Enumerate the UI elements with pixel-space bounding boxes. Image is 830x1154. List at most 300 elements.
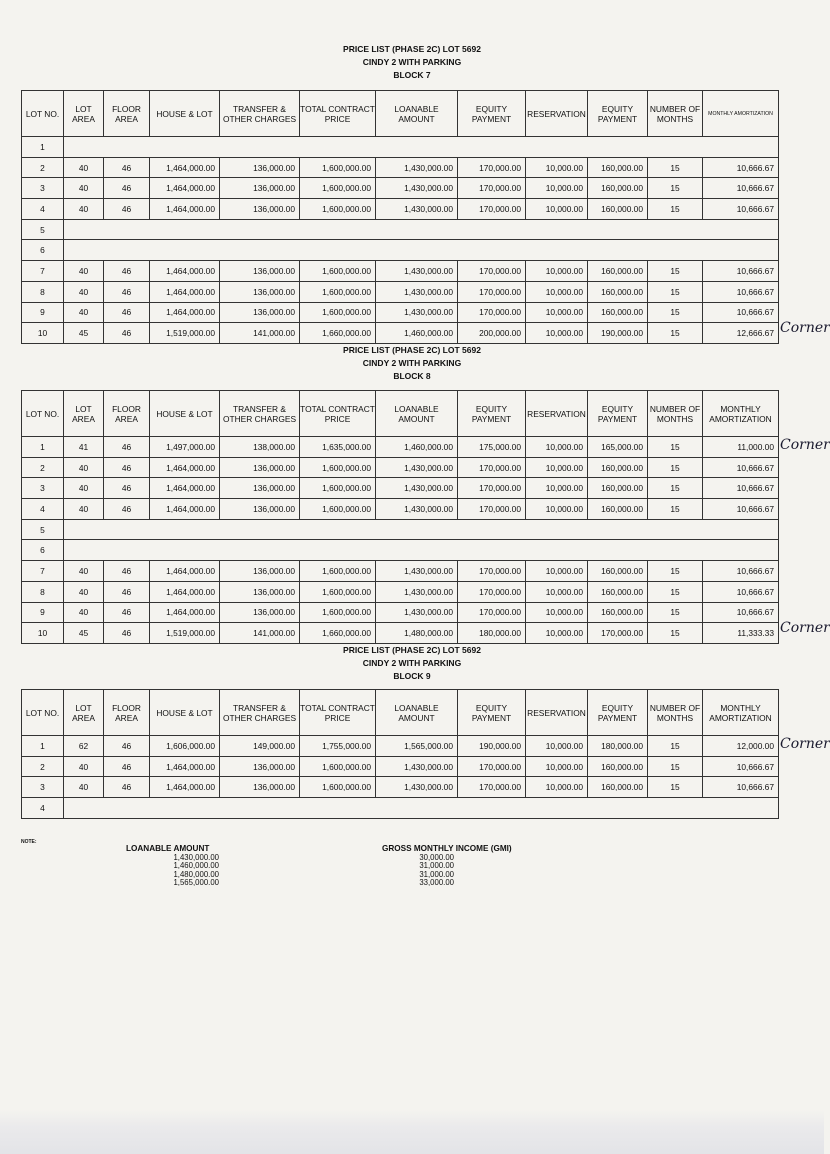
table-cell: 40: [64, 302, 104, 323]
table-cell: 62: [64, 736, 104, 757]
table-cell: 15: [648, 736, 703, 757]
table-cell: 160,000.00: [588, 478, 648, 499]
column-header: TOTAL CONTRACT PRICE: [300, 391, 376, 437]
table-row: [22, 540, 779, 561]
column-header: MONTHLY AMORTIZATION: [703, 391, 779, 437]
handwritten-note: Corner: [780, 437, 830, 453]
table-cell: 1,430,000.00: [376, 756, 458, 777]
table-cell: 160,000.00: [588, 157, 648, 178]
table-cell: 1,464,000.00: [150, 756, 220, 777]
loanable-amount-list-title: LOANABLE AMOUNT: [126, 844, 210, 853]
table-cell: 160,000.00: [588, 178, 648, 199]
lot-number-cell: 8: [22, 581, 64, 602]
lot-number-cell: 2: [22, 756, 64, 777]
lot-number-cell: 2: [22, 457, 64, 478]
column-header: TOTAL CONTRACT PRICE: [300, 690, 376, 736]
table-cell: 1,464,000.00: [150, 457, 220, 478]
loanable-amount-list-value: 1,480,000.00: [173, 869, 219, 879]
table-cell: 10,666.67: [703, 777, 779, 798]
lot-number-cell: 6: [22, 540, 64, 561]
table-row: [22, 777, 779, 798]
price-table: [21, 90, 779, 344]
table-cell: 40: [64, 581, 104, 602]
table-cell: 170,000.00: [458, 178, 526, 199]
table-cell: 15: [648, 261, 703, 282]
column-header: EQUITY PAYMENT: [588, 690, 648, 736]
column-header: MONTHLY AMORTIZATION: [703, 690, 779, 736]
table-cell: 136,000.00: [220, 281, 300, 302]
column-header: LOT NO.: [22, 391, 64, 437]
table-cell: 10,666.67: [703, 581, 779, 602]
table-cell: 170,000.00: [458, 499, 526, 520]
column-header: TRANSFER & OTHER CHARGES: [220, 91, 300, 137]
table-cell: 170,000.00: [458, 157, 526, 178]
table-row: [22, 602, 779, 623]
table-cell: 1,519,000.00: [150, 323, 220, 344]
table-cell: 160,000.00: [588, 756, 648, 777]
empty-cell: [64, 540, 779, 561]
table-row: [22, 199, 779, 220]
table-cell: 46: [104, 756, 150, 777]
table-cell: 41: [64, 437, 104, 458]
table-cell: 136,000.00: [220, 178, 300, 199]
table-cell: 10,000.00: [526, 736, 588, 757]
lot-number-cell: 1: [22, 437, 64, 458]
table-cell: 1,755,000.00: [300, 736, 376, 757]
table-cell: 46: [104, 261, 150, 282]
table-cell: 40: [64, 199, 104, 220]
column-header: LOT AREA: [64, 91, 104, 137]
table-cell: 160,000.00: [588, 457, 648, 478]
table-cell: 40: [64, 756, 104, 777]
column-header: NUMBER OF MONTHS: [648, 391, 703, 437]
table-cell: 15: [648, 499, 703, 520]
table-cell: 1,600,000.00: [300, 281, 376, 302]
table-cell: 136,000.00: [220, 199, 300, 220]
lot-number-cell: 4: [22, 199, 64, 220]
table-row: [22, 561, 779, 582]
gmi-list-value: 30,000.00: [419, 852, 454, 862]
table-cell: 1,464,000.00: [150, 499, 220, 520]
table-cell: 1,600,000.00: [300, 756, 376, 777]
table-cell: 10,666.67: [703, 478, 779, 499]
table-row: [22, 137, 779, 158]
table-cell: 1,430,000.00: [376, 581, 458, 602]
table-cell: 170,000.00: [458, 478, 526, 499]
table-cell: 136,000.00: [220, 157, 300, 178]
table-cell: 15: [648, 157, 703, 178]
table-cell: 46: [104, 437, 150, 458]
table-cell: 160,000.00: [588, 561, 648, 582]
table-cell: 40: [64, 281, 104, 302]
lot-number-cell: 1: [22, 736, 64, 757]
lot-number-cell: 3: [22, 777, 64, 798]
table-cell: 1,464,000.00: [150, 199, 220, 220]
header-row: [22, 391, 779, 437]
table-cell: 1,600,000.00: [300, 178, 376, 199]
table-cell: 1,460,000.00: [376, 437, 458, 458]
table-cell: 160,000.00: [588, 602, 648, 623]
table-cell: 1,430,000.00: [376, 261, 458, 282]
lot-number-cell: 3: [22, 478, 64, 499]
table-cell: 10,000.00: [526, 281, 588, 302]
table-cell: 45: [64, 323, 104, 344]
column-header: FLOOR AREA: [104, 91, 150, 137]
empty-cell: [64, 798, 779, 819]
table-cell: 10,000.00: [526, 602, 588, 623]
table-cell: 1,464,000.00: [150, 178, 220, 199]
table-cell: 15: [648, 623, 703, 644]
lot-number-cell: 9: [22, 602, 64, 623]
table-cell: 40: [64, 602, 104, 623]
column-header: FLOOR AREA: [104, 690, 150, 736]
lot-number-cell: 2: [22, 157, 64, 178]
table-cell: 170,000.00: [588, 623, 648, 644]
table-row: [22, 157, 779, 178]
column-header: FLOOR AREA: [104, 391, 150, 437]
table-cell: 136,000.00: [220, 261, 300, 282]
loanable-amount-list-value: 1,565,000.00: [173, 878, 219, 888]
column-header: EQUITY PAYMENT: [458, 690, 526, 736]
table-cell: 45: [64, 623, 104, 644]
table-row: [22, 323, 779, 344]
column-header: RESERVATION: [526, 91, 588, 137]
table-cell: 10,000.00: [526, 302, 588, 323]
table-cell: 10,000.00: [526, 561, 588, 582]
table-cell: 15: [648, 602, 703, 623]
column-header: LOANABLE AMOUNT: [376, 391, 458, 437]
table-cell: 10,000.00: [526, 756, 588, 777]
table-cell: 15: [648, 199, 703, 220]
table-cell: 46: [104, 323, 150, 344]
column-header: TOTAL CONTRACT PRICE: [300, 91, 376, 137]
column-header: LOANABLE AMOUNT: [376, 91, 458, 137]
table-cell: 10,666.67: [703, 261, 779, 282]
table-cell: 1,600,000.00: [300, 777, 376, 798]
table-cell: 46: [104, 457, 150, 478]
table-cell: 15: [648, 302, 703, 323]
block-title: PRICE LIST (PHASE 2C) LOT 5692: [343, 345, 481, 355]
table-cell: 1,480,000.00: [376, 623, 458, 644]
table-cell: 1,497,000.00: [150, 437, 220, 458]
column-header: HOUSE & LOT: [150, 690, 220, 736]
loanable-amount-list: [126, 845, 219, 888]
table-cell: 10,666.67: [703, 561, 779, 582]
table-row: [22, 261, 779, 282]
table-cell: 180,000.00: [588, 736, 648, 757]
loanable-amount-list-value: 1,460,000.00: [173, 861, 219, 871]
column-header: EQUITY PAYMENT: [588, 91, 648, 137]
table-cell: 180,000.00: [458, 623, 526, 644]
table-cell: 1,600,000.00: [300, 581, 376, 602]
table-row: [22, 736, 779, 757]
table-cell: 1,600,000.00: [300, 261, 376, 282]
table-cell: 15: [648, 437, 703, 458]
table-cell: 1,464,000.00: [150, 478, 220, 499]
table-cell: 46: [104, 581, 150, 602]
block-subtitle: CINDY 2 WITH PARKING: [362, 358, 462, 368]
column-header: HOUSE & LOT: [150, 391, 220, 437]
column-header: LOT NO.: [22, 91, 64, 137]
table-row: [22, 240, 779, 261]
table-row: [22, 178, 779, 199]
table-cell: 136,000.00: [220, 581, 300, 602]
lot-number-cell: 4: [22, 499, 64, 520]
table-cell: 15: [648, 178, 703, 199]
table-cell: 10,666.67: [703, 602, 779, 623]
column-header: EQUITY PAYMENT: [458, 91, 526, 137]
table-cell: 46: [104, 777, 150, 798]
table-row: [22, 302, 779, 323]
table-cell: 1,460,000.00: [376, 323, 458, 344]
block-subtitle: CINDY 2 WITH PARKING: [362, 57, 462, 67]
table-cell: 1,430,000.00: [376, 199, 458, 220]
table-cell: 170,000.00: [458, 756, 526, 777]
table-cell: 10,000.00: [526, 178, 588, 199]
table-cell: 10,666.67: [703, 499, 779, 520]
table-cell: 10,666.67: [703, 302, 779, 323]
lot-number-cell: 3: [22, 178, 64, 199]
table-cell: 10,000.00: [526, 457, 588, 478]
table-cell: 15: [648, 581, 703, 602]
column-header: LOANABLE AMOUNT: [376, 690, 458, 736]
empty-cell: [64, 219, 779, 240]
table-cell: 170,000.00: [458, 561, 526, 582]
note-label: NOTE:: [21, 839, 37, 845]
table-cell: 10,000.00: [526, 437, 588, 458]
table-cell: 1,464,000.00: [150, 281, 220, 302]
table-cell: 15: [648, 323, 703, 344]
table-cell: 46: [104, 178, 150, 199]
table-cell: 141,000.00: [220, 623, 300, 644]
table-cell: 10,666.67: [703, 157, 779, 178]
table-cell: 160,000.00: [588, 261, 648, 282]
table-cell: 141,000.00: [220, 323, 300, 344]
table-cell: 136,000.00: [220, 602, 300, 623]
table-cell: 46: [104, 281, 150, 302]
table-row: [22, 581, 779, 602]
table-cell: 1,430,000.00: [376, 478, 458, 499]
block-title: PRICE LIST (PHASE 2C) LOT 5692: [343, 44, 481, 54]
lot-number-cell: 9: [22, 302, 64, 323]
table-row: [22, 219, 779, 240]
table-cell: 170,000.00: [458, 281, 526, 302]
table-cell: 46: [104, 602, 150, 623]
table-cell: 1,600,000.00: [300, 478, 376, 499]
lot-number-cell: 10: [22, 323, 64, 344]
empty-cell: [64, 137, 779, 158]
table-cell: 40: [64, 777, 104, 798]
table-cell: 10,000.00: [526, 199, 588, 220]
column-header: TRANSFER & OTHER CHARGES: [220, 391, 300, 437]
column-header: NUMBER OF MONTHS: [648, 91, 703, 137]
table-cell: 1,600,000.00: [300, 457, 376, 478]
table-cell: 136,000.00: [220, 478, 300, 499]
table-cell: 15: [648, 756, 703, 777]
table-cell: 136,000.00: [220, 302, 300, 323]
table-row: [22, 756, 779, 777]
table-cell: 1,635,000.00: [300, 437, 376, 458]
table-cell: 10,000.00: [526, 157, 588, 178]
table-cell: 200,000.00: [458, 323, 526, 344]
table-cell: 40: [64, 261, 104, 282]
block-block: BLOCK 9: [393, 671, 431, 681]
table-cell: 40: [64, 457, 104, 478]
lot-number-cell: 8: [22, 281, 64, 302]
column-header: TRANSFER & OTHER CHARGES: [220, 690, 300, 736]
table-cell: 170,000.00: [458, 261, 526, 282]
block-subtitle: CINDY 2 WITH PARKING: [362, 658, 462, 668]
table-cell: 10,000.00: [526, 261, 588, 282]
table-cell: 160,000.00: [588, 281, 648, 302]
table-cell: 10,666.67: [703, 281, 779, 302]
lot-number-cell: 6: [22, 240, 64, 261]
table-row: [22, 437, 779, 458]
table-cell: 10,000.00: [526, 623, 588, 644]
loanable-amount-list-value: 1,430,000.00: [173, 852, 219, 862]
table-cell: 15: [648, 478, 703, 499]
table-cell: 40: [64, 178, 104, 199]
table-cell: 160,000.00: [588, 777, 648, 798]
table-cell: 1,464,000.00: [150, 581, 220, 602]
table-row: [22, 623, 779, 644]
table-row: [22, 457, 779, 478]
table-cell: 10,000.00: [526, 323, 588, 344]
table-cell: 10,666.67: [703, 756, 779, 777]
table-cell: 1,464,000.00: [150, 777, 220, 798]
lot-number-cell: 1: [22, 137, 64, 158]
table-cell: 1,464,000.00: [150, 261, 220, 282]
table-row: [22, 499, 779, 520]
price-table: [21, 390, 779, 644]
table-cell: 40: [64, 478, 104, 499]
table-row: [22, 798, 779, 819]
table-cell: 1,430,000.00: [376, 281, 458, 302]
handwritten-note: Corner: [780, 319, 830, 336]
gmi-list-value: 33,000.00: [419, 878, 454, 888]
table-cell: 46: [104, 736, 150, 757]
table-cell: 46: [104, 499, 150, 520]
table-cell: 136,000.00: [220, 457, 300, 478]
table-cell: 1,519,000.00: [150, 623, 220, 644]
column-header: HOUSE & LOT: [150, 91, 220, 137]
table-cell: 1,464,000.00: [150, 561, 220, 582]
table-row: [22, 281, 779, 302]
header-row: [22, 91, 779, 137]
table-cell: 1,464,000.00: [150, 602, 220, 623]
table-cell: 1,600,000.00: [300, 302, 376, 323]
lot-number-cell: 5: [22, 519, 64, 540]
lot-number-cell: 7: [22, 261, 64, 282]
table-cell: 1,430,000.00: [376, 178, 458, 199]
table-cell: 136,000.00: [220, 777, 300, 798]
table-cell: 1,430,000.00: [376, 302, 458, 323]
table-cell: 11,333.33: [703, 623, 779, 644]
table-cell: 12,666.67: [703, 323, 779, 344]
column-header: NUMBER OF MONTHS: [648, 690, 703, 736]
table-cell: 40: [64, 561, 104, 582]
table-cell: 1,464,000.00: [150, 157, 220, 178]
table-cell: 10,000.00: [526, 478, 588, 499]
table-cell: 170,000.00: [458, 302, 526, 323]
table-row: [22, 519, 779, 540]
table-cell: 1,606,000.00: [150, 736, 220, 757]
table-cell: 46: [104, 561, 150, 582]
table-cell: 1,430,000.00: [376, 499, 458, 520]
table-cell: 1,600,000.00: [300, 602, 376, 623]
table-cell: 136,000.00: [220, 499, 300, 520]
table-row: [22, 478, 779, 499]
table-cell: 1,600,000.00: [300, 157, 376, 178]
table-cell: 149,000.00: [220, 736, 300, 757]
lot-number-cell: 7: [22, 561, 64, 582]
table-cell: 170,000.00: [458, 602, 526, 623]
column-header: EQUITY PAYMENT: [458, 391, 526, 437]
table-cell: 1,430,000.00: [376, 561, 458, 582]
table-cell: 1,430,000.00: [376, 157, 458, 178]
table-cell: 160,000.00: [588, 499, 648, 520]
lot-number-cell: 5: [22, 219, 64, 240]
table-cell: 1,600,000.00: [300, 199, 376, 220]
table-cell: 1,565,000.00: [376, 736, 458, 757]
scan-shadow: [0, 1110, 824, 1154]
table-cell: 165,000.00: [588, 437, 648, 458]
table-cell: 46: [104, 199, 150, 220]
table-cell: 40: [64, 499, 104, 520]
table-cell: 12,000.00: [703, 736, 779, 757]
column-header: RESERVATION: [526, 391, 588, 437]
header-row: [22, 690, 779, 736]
table-cell: 1,600,000.00: [300, 561, 376, 582]
table-cell: 11,000.00: [703, 437, 779, 458]
column-header: MONTHLY AMORTIZATION: [703, 91, 779, 137]
column-header: RESERVATION: [526, 690, 588, 736]
table-cell: 136,000.00: [220, 756, 300, 777]
column-header: EQUITY PAYMENT: [588, 391, 648, 437]
table-cell: 15: [648, 777, 703, 798]
table-cell: 170,000.00: [458, 199, 526, 220]
table-cell: 1,430,000.00: [376, 777, 458, 798]
table-cell: 1,464,000.00: [150, 302, 220, 323]
table-cell: 10,666.67: [703, 457, 779, 478]
column-header: LOT NO.: [22, 690, 64, 736]
table-cell: 170,000.00: [458, 581, 526, 602]
table-cell: 46: [104, 157, 150, 178]
column-header: LOT AREA: [64, 690, 104, 736]
table-cell: 15: [648, 561, 703, 582]
table-cell: 46: [104, 623, 150, 644]
gmi-list-value: 31,000.00: [419, 869, 454, 879]
lot-number-cell: 10: [22, 623, 64, 644]
table-cell: 160,000.00: [588, 302, 648, 323]
table-cell: 136,000.00: [220, 561, 300, 582]
table-cell: 10,000.00: [526, 581, 588, 602]
empty-cell: [64, 519, 779, 540]
table-cell: 1,660,000.00: [300, 323, 376, 344]
table-cell: 190,000.00: [458, 736, 526, 757]
price-table: [21, 689, 779, 819]
table-cell: 138,000.00: [220, 437, 300, 458]
table-cell: 160,000.00: [588, 199, 648, 220]
table-cell: 170,000.00: [458, 457, 526, 478]
gmi-list: [382, 845, 512, 888]
table-cell: 1,430,000.00: [376, 457, 458, 478]
handwritten-note: Corner: [780, 619, 830, 636]
table-cell: 15: [648, 457, 703, 478]
gmi-list-value: 31,000.00: [419, 861, 454, 871]
table-cell: 46: [104, 302, 150, 323]
table-cell: 1,660,000.00: [300, 623, 376, 644]
